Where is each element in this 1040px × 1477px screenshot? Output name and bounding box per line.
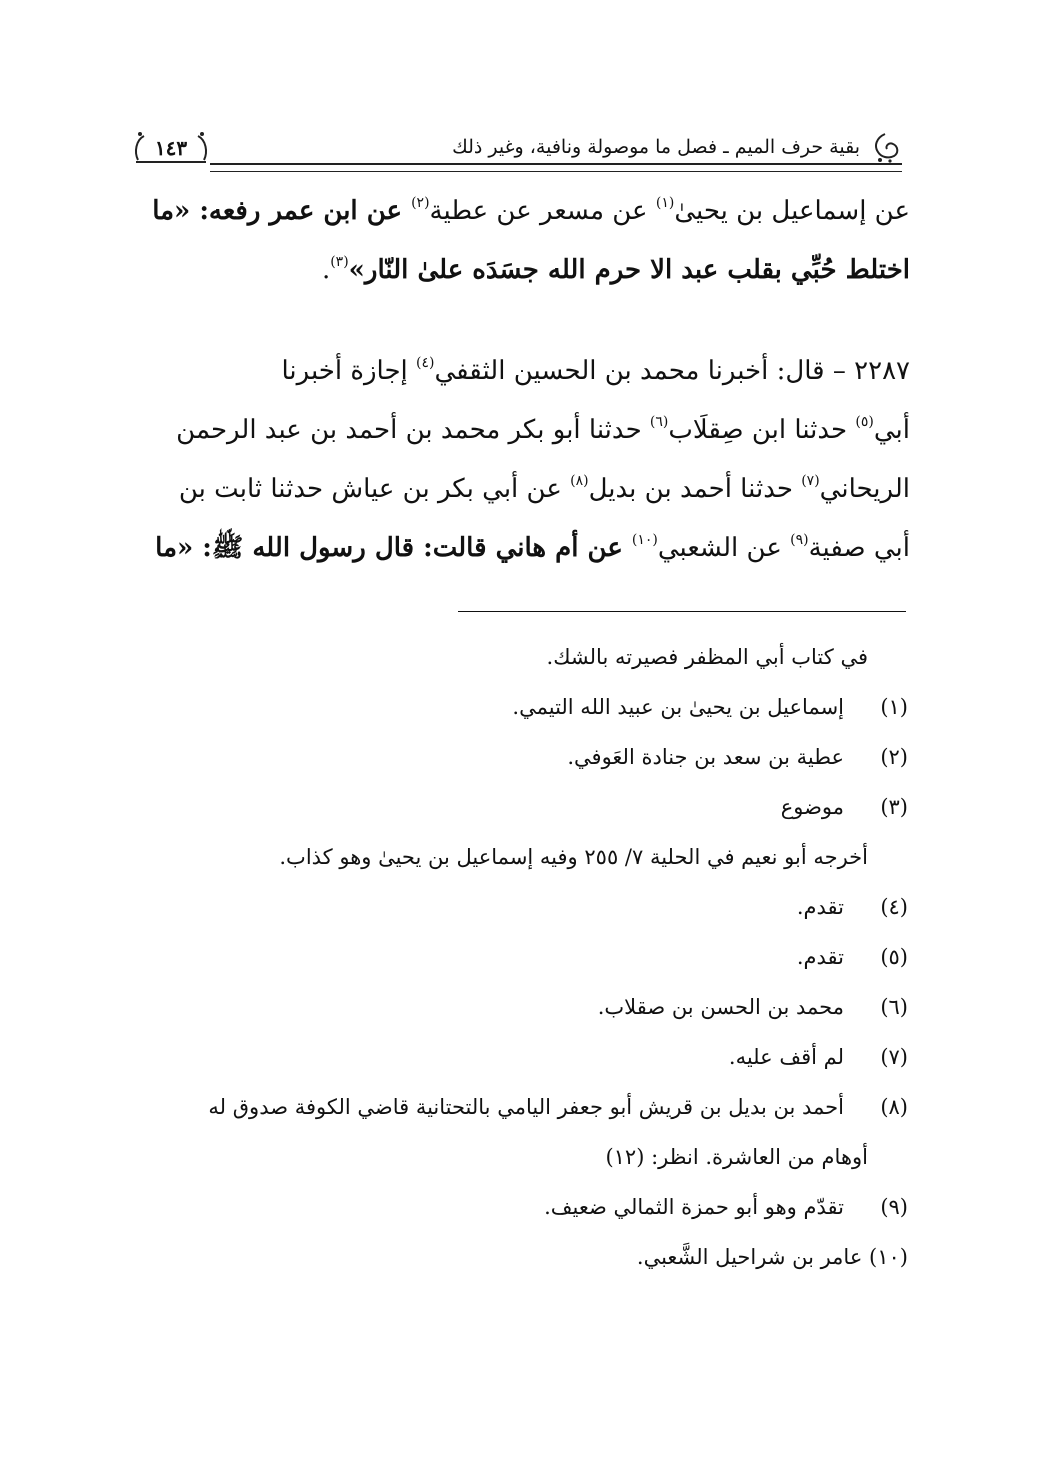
footnote-item	[132, 1232, 908, 1282]
footnote-ref[interactable]: (٥)	[855, 414, 874, 430]
footnote-text: أخرجه أبو نعيم في الحلية ٧/ ٢٥٥ وفيه إسماعيل بن يحيىٰ وهو كذاب.	[279, 845, 868, 869]
footnote-text: إسماعيل بن يحيىٰ بن عبيد الله التيمي.	[512, 695, 844, 719]
footnote-number: (٢)	[880, 745, 908, 769]
footnote-text: محمد بن الحسن بن صقلاب.	[597, 995, 844, 1019]
footnote-text: أحمد بن بديل بن قريش أبو جعفر اليامي بالتحتانية قاضي الكوفة صدوق له	[208, 1095, 844, 1119]
footnote-number: (٩)	[880, 1195, 908, 1219]
footnote-ref[interactable]: (٤)	[416, 355, 435, 371]
footnote-ref[interactable]: (١٠)	[631, 532, 658, 548]
text-span: عن ابن عمر رفعه: «ما	[152, 196, 412, 226]
footnote-number: (٤)	[880, 895, 908, 919]
footnote-text: لم أقف عليه.	[728, 1045, 844, 1069]
footnote-item	[132, 682, 908, 732]
page-number: ١٤٣	[154, 136, 188, 160]
footnote-number: (١)	[880, 695, 908, 719]
text-span: أبي	[873, 415, 910, 445]
footnote-ref[interactable]: (٣)	[330, 254, 349, 270]
footnote-item	[132, 782, 908, 832]
footnote-ref[interactable]: (٩)	[790, 532, 809, 548]
footnote-number: (٥)	[880, 945, 908, 969]
footnote-item	[132, 882, 908, 932]
text-span: الريحاني	[819, 474, 910, 504]
text-span: حدثنا أبو بكر محمد بن أحمد بن عبد الرحمن	[176, 415, 650, 445]
footnote-ref[interactable]: (٦)	[649, 414, 669, 430]
chapter-title: بقية حرف الميم ـ فصل ما موصولة ونافية، وغير ذلك	[452, 136, 860, 158]
text-span: عن أم هاني قالت: قال رسول الله ﷺ: «ما	[155, 533, 632, 563]
footnote-number: (٣)	[880, 795, 908, 819]
footnote-text: تقدم.	[796, 895, 844, 919]
footnote-separator	[458, 611, 906, 612]
footnote-text: (١٠) عامر بن شراحيل الشَّعبي.	[636, 1245, 908, 1269]
footnote-number: (٧)	[880, 1045, 908, 1069]
main-text	[132, 182, 910, 578]
text-span: عن مسعر عن عطية	[429, 196, 656, 226]
footnote-item	[132, 1132, 908, 1182]
footnote-ref[interactable]: (٨)	[570, 473, 589, 489]
text-span: حدثنا أحمد بن بديل	[588, 474, 802, 504]
footnote-item	[132, 932, 908, 982]
text-line	[132, 401, 910, 460]
text-span: إجازة أخبرنا	[281, 356, 417, 386]
text-span: .	[321, 255, 331, 285]
footnote-item	[132, 1182, 908, 1232]
footnote-number: (٨)	[880, 1095, 908, 1119]
paragraph-gap	[132, 300, 910, 342]
footnote-number: (٦)	[880, 995, 908, 1019]
text-line	[132, 182, 910, 241]
text-span: أبي صفية	[808, 533, 910, 563]
footnote-text: موضوع	[780, 795, 844, 819]
header-rule	[210, 163, 902, 172]
text-span: ٢٢٨٧ – قال: أخبرنا محمد بن الحسين الثقفي	[434, 356, 910, 386]
text-span: عن إسماعيل بن يحيىٰ	[674, 196, 910, 226]
footnote-text: تقدم.	[796, 945, 844, 969]
page-number-frame	[132, 130, 210, 164]
footnote-item	[132, 982, 908, 1032]
footnote-item	[132, 1032, 908, 1082]
footnote-ref[interactable]: (٧)	[801, 473, 820, 489]
footnote-item	[132, 832, 908, 882]
footnote-item	[132, 732, 908, 782]
text-span: عن أبي بكر بن عياش حدثنا ثابت بن	[178, 474, 571, 504]
text-span: حدثنا ابن صِقلَاب	[668, 415, 856, 445]
footnote-item	[132, 1082, 908, 1132]
footnote-item	[132, 632, 908, 682]
text-span: اختلط حُبِّي بقلب عبد الا حرم الله جسَدَه علىٰ النّار»	[348, 255, 910, 285]
ornament-icon	[868, 132, 902, 164]
footnote-text: عطية بن سعد بن جنادة العَوفي.	[567, 745, 844, 769]
text-line	[132, 241, 910, 300]
running-header	[132, 130, 910, 170]
footnote-ref[interactable]: (١)	[655, 195, 675, 211]
footnotes	[132, 632, 908, 1282]
footnote-text: تقدّم وهو أبو حمزة الثمالي ضعيف.	[544, 1195, 844, 1219]
footnote-text: في كتاب أبي المظفر فصيرته بالشك.	[546, 645, 868, 669]
footnote-text: أوهام من العاشرة. انظر: (١٢)	[605, 1145, 868, 1169]
text-line	[132, 519, 910, 578]
text-line	[132, 460, 910, 519]
text-span: عن الشعبي	[657, 533, 791, 563]
text-line	[132, 342, 910, 401]
footnote-ref[interactable]: (٢)	[411, 195, 430, 211]
